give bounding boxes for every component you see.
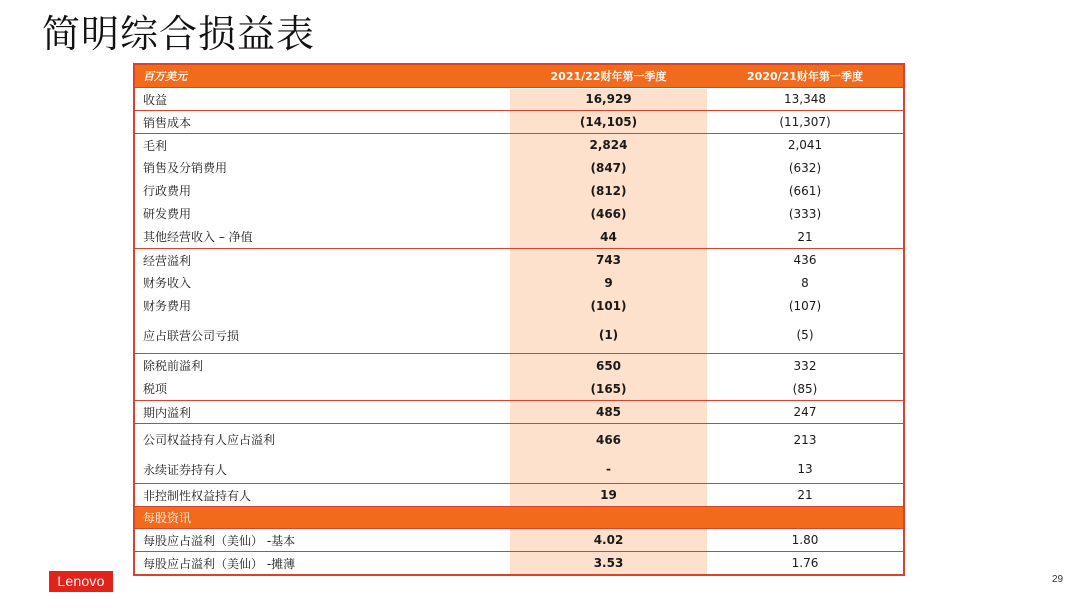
row-label: 税项	[143, 382, 168, 396]
prior-quarter-value: (632)	[788, 160, 822, 175]
header-current-quarter: 2021/22财年第一季度	[550, 70, 667, 83]
prior-quarter-value: 436	[793, 253, 817, 267]
prior-quarter-value: 13	[797, 462, 813, 476]
current-quarter-value: (847)	[590, 160, 627, 175]
prior-quarter-value: (661)	[788, 183, 822, 198]
prior-quarter-value: 213	[793, 432, 817, 447]
prior-quarter-value: 1.76	[791, 556, 819, 570]
current-quarter-value: (1)	[598, 328, 619, 342]
table-row	[135, 400, 903, 423]
table-row	[135, 353, 903, 377]
table-row	[135, 202, 903, 225]
table-row	[135, 225, 903, 248]
row-label: 非控制性权益持有人	[143, 488, 252, 503]
row-label: 每股应占溢利（美仙） -摊薄	[143, 556, 296, 571]
eps-body	[135, 528, 903, 574]
table-header-row	[135, 65, 903, 87]
current-quarter-value: 485	[595, 405, 622, 419]
current-quarter-value: 743	[595, 253, 622, 267]
row-label: 经营溢利	[143, 253, 192, 268]
current-quarter-value: 9	[604, 275, 613, 290]
current-quarter-value: -	[606, 462, 611, 476]
current-quarter-value: (14,105)	[579, 115, 638, 129]
current-quarter-value: 466	[595, 432, 622, 447]
table-row	[135, 377, 903, 400]
prior-quarter-value: (85)	[792, 381, 818, 396]
table-row	[135, 455, 903, 483]
current-quarter-value: (101)	[590, 298, 627, 313]
row-label: 行政费用	[143, 184, 192, 198]
table-row	[135, 483, 903, 506]
current-quarter-value: 19	[600, 488, 617, 502]
income-statement-table	[133, 63, 905, 576]
row-label: 除税前溢利	[143, 359, 204, 373]
prior-quarter-value: 332	[793, 358, 817, 373]
table-row	[135, 87, 903, 110]
row-label: 收益	[143, 92, 168, 107]
row-label: 每股应占溢利（美仙） -基本	[143, 533, 296, 548]
row-label: 财务收入	[143, 276, 192, 290]
current-quarter-value: (812)	[590, 183, 627, 198]
row-label: 财务费用	[143, 299, 192, 313]
current-quarter-value: 44	[600, 229, 617, 244]
prior-quarter-value: (11,307)	[779, 115, 831, 129]
prior-quarter-value: 21	[797, 229, 813, 244]
page-title: 简明综合损益表	[42, 12, 316, 56]
row-label: 销售成本	[143, 115, 192, 130]
current-quarter-value: 650	[595, 358, 622, 373]
prior-quarter-value: 13,348	[784, 92, 826, 106]
row-label: 销售及分销费用	[143, 161, 228, 175]
header-prior-quarter: 2020/21财年第一季度	[747, 70, 863, 83]
row-label: 应占联营公司亏损	[143, 328, 240, 343]
table-row	[135, 294, 903, 317]
eps-section-header	[135, 506, 903, 528]
prior-quarter-value: 247	[793, 405, 817, 419]
current-quarter-value: 4.02	[593, 533, 624, 547]
prior-quarter-value: 2,041	[787, 138, 823, 152]
current-quarter-value: (165)	[590, 381, 627, 396]
table-row	[135, 248, 903, 271]
lenovo-logo: Lenovo	[49, 571, 113, 592]
row-label: 其他经营收入 – 净值	[143, 230, 253, 244]
row-label: 期内溢利	[143, 405, 192, 420]
table-row	[135, 528, 903, 551]
table-row	[135, 551, 903, 574]
table-row	[135, 271, 903, 294]
current-quarter-value: 2,824	[589, 138, 628, 152]
current-quarter-value: 16,929	[585, 92, 632, 106]
header-unit: 百万美元	[143, 70, 187, 83]
table-row	[135, 133, 903, 156]
prior-quarter-value: (107)	[788, 298, 822, 313]
prior-quarter-value: 1.80	[791, 533, 819, 547]
prior-quarter-value: 8	[801, 275, 809, 290]
prior-quarter-value: (333)	[788, 206, 822, 221]
row-label: 永续证券持有人	[143, 462, 228, 477]
current-quarter-value: (466)	[590, 206, 627, 221]
eps-section-label: 每股资讯	[143, 511, 192, 525]
table-row	[135, 317, 903, 353]
prior-quarter-value: 21	[797, 488, 813, 502]
table-body	[135, 87, 903, 506]
row-label: 研发费用	[143, 207, 192, 221]
table-row	[135, 179, 903, 202]
current-quarter-value: 3.53	[593, 556, 624, 570]
row-label: 毛利	[143, 138, 168, 153]
row-label: 公司权益持有人应占溢利	[143, 433, 276, 447]
prior-quarter-value: (5)	[796, 328, 814, 342]
table-row	[135, 156, 903, 179]
table-row	[135, 110, 903, 133]
table-row	[135, 423, 903, 455]
page-number: 29	[1052, 574, 1064, 585]
